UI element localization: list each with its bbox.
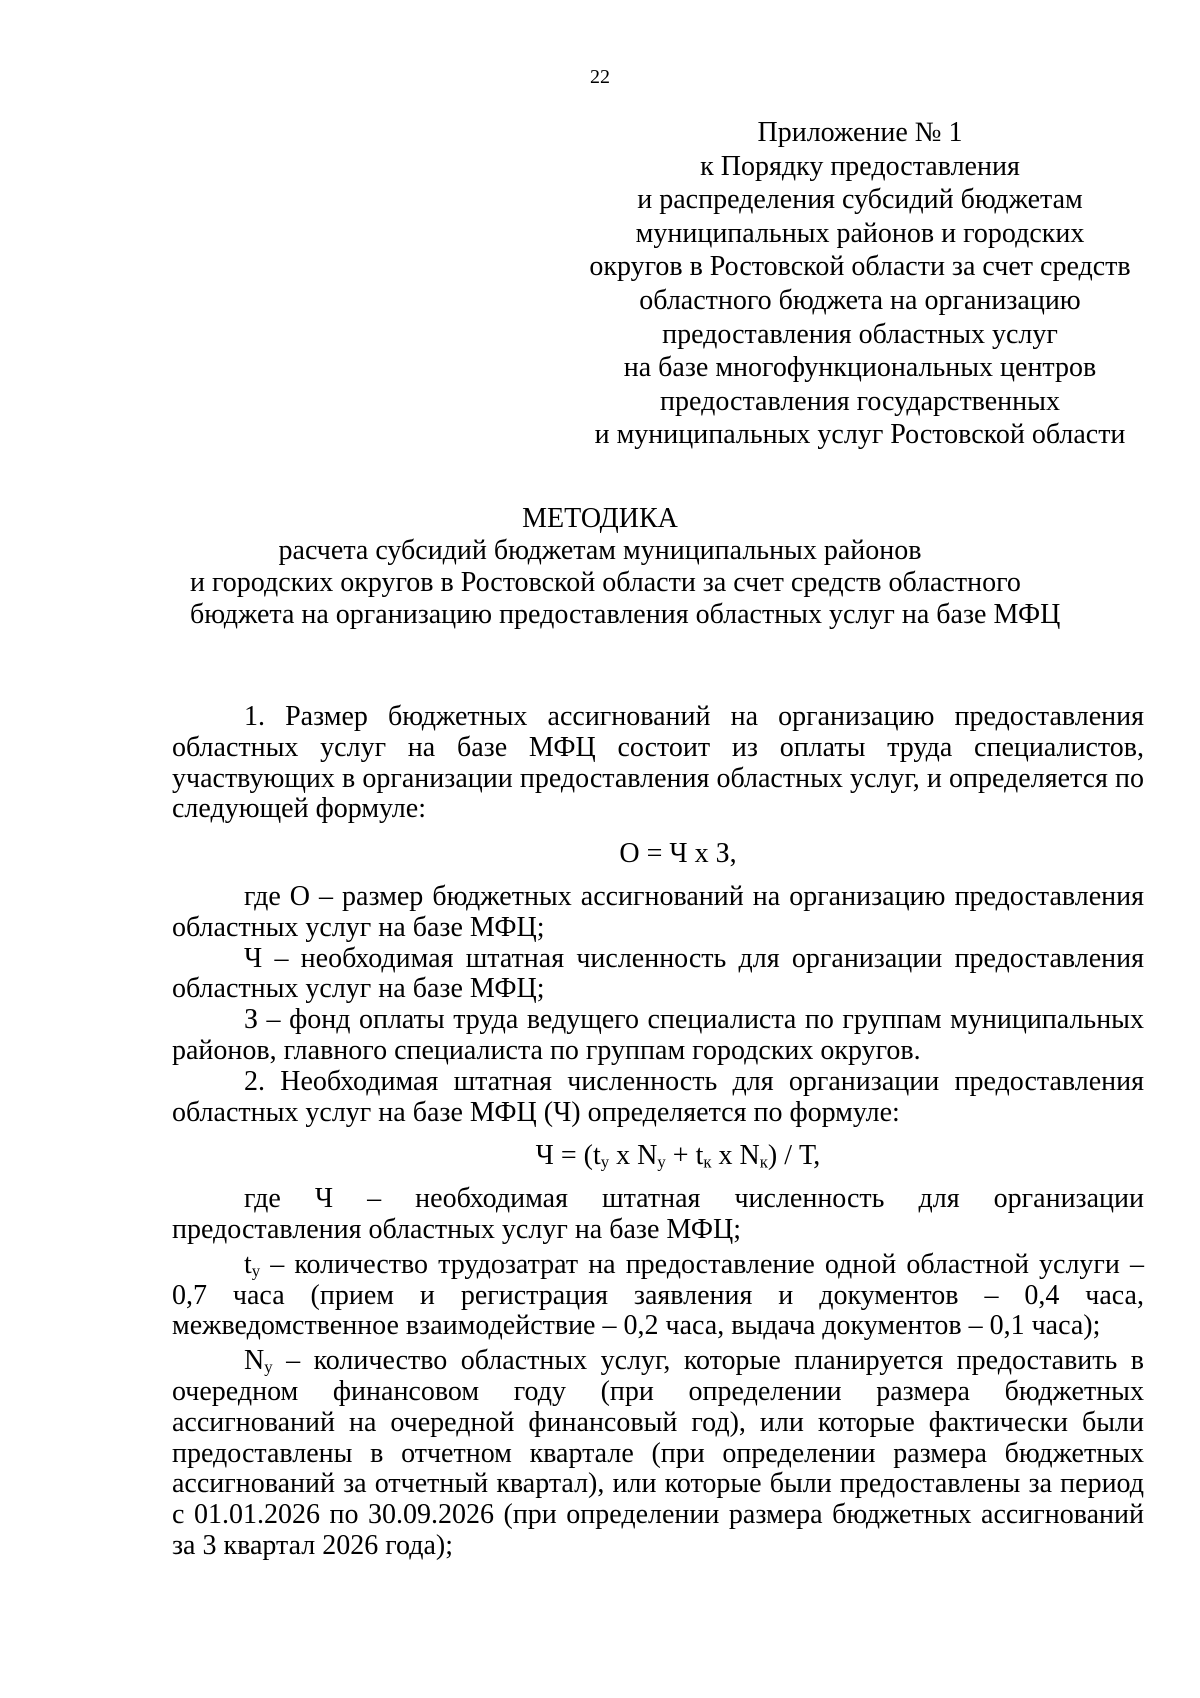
definition-text: – количество трудозатрат на предоставление одной областной услуги – 0,7 часа (прием и регистрация заявления и документов – 0,4 часа, межведомственное взаимодействие – 0,2 часа, выдача документов – 0,1 часа); bbox=[172, 1248, 1144, 1342]
annex-line: округов в Ростовской области за счет средств bbox=[589, 251, 1131, 283]
formula-subscript: к bbox=[703, 1152, 712, 1172]
title-line: расчета субсидий бюджетам муниципальных районов bbox=[278, 535, 922, 566]
symbol-subscript: у bbox=[264, 1357, 273, 1377]
annex-line: Приложение № 1 bbox=[757, 117, 963, 148]
formula-part: х N bbox=[711, 1140, 760, 1172]
paragraph-definition-o: где О – размер бюджетных ассигнований на организацию предоставления областных услуг на базе МФЦ; bbox=[172, 880, 1144, 943]
annex-line: на базе многофункциональных центров bbox=[623, 352, 1097, 384]
formula-2 bbox=[172, 1141, 1144, 1172]
annex-line: к Порядку предоставления bbox=[700, 150, 1020, 182]
formula-part: + t bbox=[665, 1140, 704, 1172]
formula-subscript: к bbox=[759, 1152, 768, 1172]
paragraph-definition-ch: Ч – необходимая штатная численность для организации предоставления областных услуг на базе МФЦ; bbox=[172, 942, 1144, 1005]
document-body bbox=[172, 702, 1144, 1562]
annex-line: муниципальных районов и городских bbox=[635, 217, 1085, 249]
paragraph-definition-ty bbox=[172, 1250, 1144, 1342]
paragraph-definition-ch-2: где Ч – необходимая штатная численность для организации предоставления областных услуг на базе МФЦ; bbox=[172, 1183, 1144, 1245]
page-number: 22 bbox=[590, 66, 610, 88]
formula-subscript: у bbox=[600, 1152, 610, 1172]
annex-line: и распределения субсидий бюджетам bbox=[637, 184, 1083, 216]
formula-part: х N bbox=[609, 1140, 658, 1172]
annex-line: областного бюджета на организацию bbox=[639, 284, 1081, 316]
symbol: t bbox=[244, 1248, 252, 1280]
formula-1: О = Ч х З, bbox=[619, 838, 737, 870]
title-line: бюджета на организацию предоставления областных услуг на базе МФЦ bbox=[190, 599, 1061, 630]
paragraph-definition-ny bbox=[172, 1346, 1144, 1562]
document-title bbox=[190, 503, 1061, 631]
paragraph-definition-z: З – фонд оплаты труда ведущего специалиста по группам муниципальных районов, главного специалиста по группам городских округов. bbox=[172, 1004, 1144, 1066]
formula-part: ) / Т, bbox=[767, 1140, 821, 1172]
symbol: N bbox=[244, 1345, 265, 1377]
formula-subscript: у bbox=[657, 1152, 666, 1172]
annex-line: предоставления государственных bbox=[660, 385, 1060, 417]
paragraph-2: 2. Необходимая штатная численность для организации предоставления областных услуг на базе МФЦ (Ч) определяется по формуле: bbox=[172, 1065, 1144, 1128]
formula-part: Ч = (t bbox=[535, 1140, 601, 1172]
definition-text: – количество областных услуг, которые планируется предоставить в очередном финансовом году (при определении размера бюджетных ассигнований на очередной финансовый год), или которые фактически были предоставлены в отчетном квартале (при определении размера бюджетных ассигнований за отчетный квартал), или которые были предоставлены за период с 01.01.2026 по 30.09.2026 (при определении размера бюджетных ассигнований за 3 квартал 2026 года); bbox=[172, 1345, 1144, 1561]
paragraph-1: 1. Размер бюджетных ассигнований на организацию предоставления областных услуг на базе МФЦ состоит из оплаты труда специалистов, участвующих в организации предоставления областных услуг, и определяется по следующей формуле: bbox=[172, 701, 1144, 825]
annex-line: и муниципальных услуг Ростовской области bbox=[594, 419, 1126, 451]
title-heading: МЕТОДИКА bbox=[522, 503, 678, 534]
annex-header bbox=[580, 116, 1140, 452]
annex-line: предоставления областных услуг bbox=[662, 318, 1058, 350]
title-line: и городских округов в Ростовской области за счет средств областного bbox=[190, 567, 1021, 598]
symbol-subscript: у bbox=[251, 1261, 261, 1281]
